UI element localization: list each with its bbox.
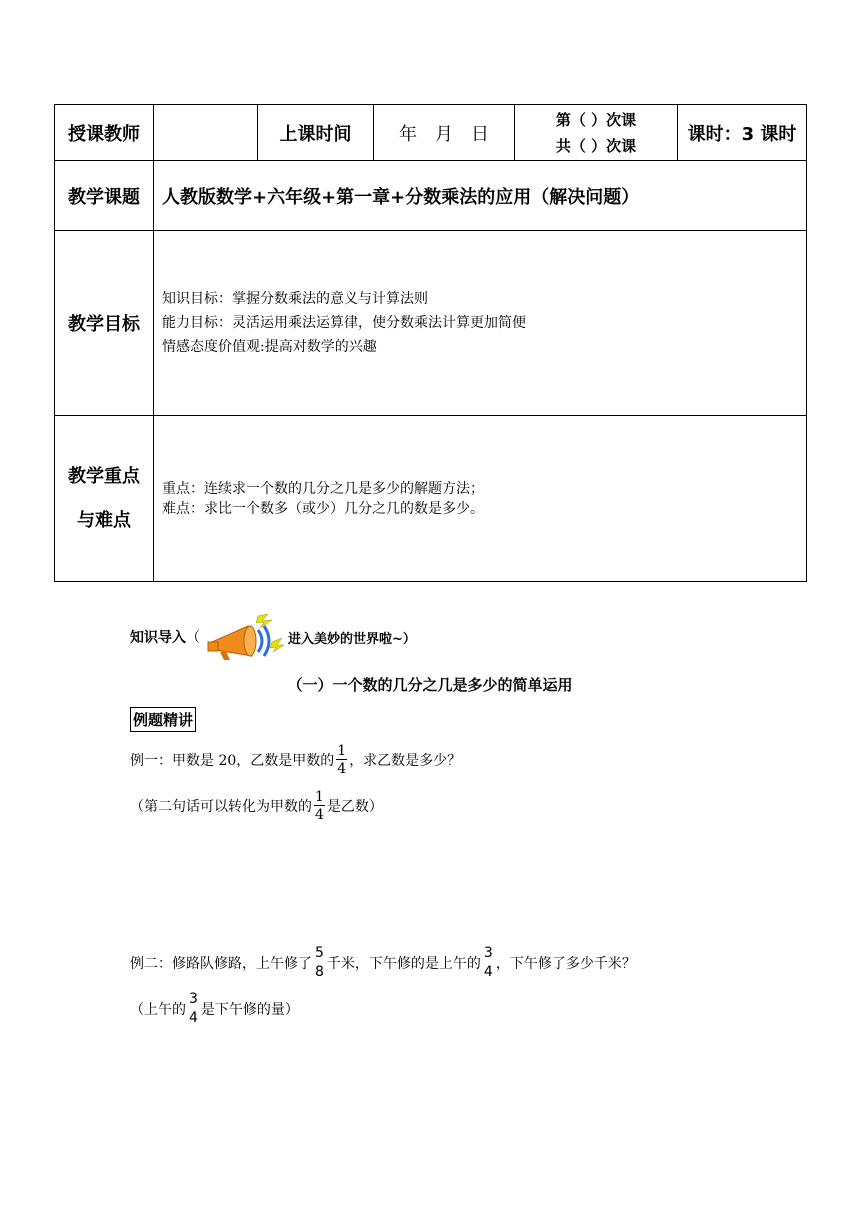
intro-open-paren: （ <box>186 630 200 646</box>
fraction-three-quarters <box>188 992 199 1025</box>
teacher-label: 授课教师 <box>55 105 154 161</box>
example-one-note-text-a: （第二句话可以转化为甲数的 <box>130 799 312 815</box>
example-one-text-b: ，求乙数是多少？ <box>349 753 462 769</box>
example-heading: 例题精讲 <box>130 707 196 732</box>
example-one <box>130 744 461 776</box>
fraction-three-quarters <box>483 946 494 979</box>
fraction-five-eighths <box>314 946 325 979</box>
lesson-plan-table <box>54 104 807 582</box>
lesson-total: 共（ ）次课 <box>555 136 637 155</box>
key-points-row <box>55 416 807 582</box>
goals-list <box>154 231 807 416</box>
megaphone-icon <box>202 612 286 662</box>
section-title: （一）一个数的几分之几是多少的简单运用 <box>287 676 573 694</box>
key-points-label-line2: 与难点 <box>77 509 131 531</box>
example-two-note-text-b: 是下午修的量） <box>200 1001 299 1018</box>
example-one-text-a: 例一：甲数是 20，乙数是甲数的 <box>130 753 335 769</box>
fraction-numerator: 1 <box>337 743 347 759</box>
key-point-item: 重点：连续求一个数的几分之几是多少的解题方法； <box>162 480 484 497</box>
fraction-denominator: 4 <box>315 807 324 823</box>
example-two-note-text-a: （上午的 <box>130 1001 186 1018</box>
lesson-number: 第（ ）次课 <box>555 110 637 129</box>
example-one-note-text-b: 是乙数） <box>326 799 383 815</box>
fraction-numerator: 5 <box>315 945 324 961</box>
key-points-list <box>154 416 807 582</box>
key-points-label-line1: 教学重点 <box>68 465 140 487</box>
knowledge-intro <box>130 612 416 662</box>
example-two <box>130 946 636 979</box>
date-value: 年 月 日 <box>374 105 515 161</box>
goal-item: 能力目标：灵活运用乘法运算律，使分数乘法计算更加简便 <box>162 315 526 331</box>
topic-value: 人教版数学+六年级+第一章+分数乘法的应用（解决问题） <box>154 161 807 231</box>
fraction-numerator: 3 <box>483 945 493 961</box>
header-row <box>55 105 807 161</box>
fraction-denominator: 8 <box>315 964 324 980</box>
example-two-text-c: ，下午修了多少千米？ <box>495 955 636 972</box>
goals-row <box>55 231 807 416</box>
topic-row <box>55 161 807 231</box>
intro-hint: 进入美妙的世界啦~） <box>288 631 416 647</box>
key-points-label <box>55 416 154 582</box>
goal-item: 知识目标：掌握分数乘法的意义与计算法则 <box>162 291 428 307</box>
fraction-one-quarter <box>314 790 325 822</box>
goals-label: 教学目标 <box>55 231 154 416</box>
intro-label: 知识导入 <box>130 630 186 646</box>
example-two-text-b: 千米，下午修的是上午的 <box>326 955 481 972</box>
time-label: 上课时间 <box>258 105 374 161</box>
example-two-note <box>130 992 299 1025</box>
fraction-numerator: 1 <box>315 789 324 805</box>
teacher-value <box>154 105 258 161</box>
fraction-denominator: 4 <box>483 964 493 980</box>
topic-label: 教学课题 <box>55 161 154 231</box>
fraction-denominator: 4 <box>189 1010 198 1026</box>
lesson-count-cell <box>515 105 678 161</box>
fraction-numerator: 3 <box>189 991 198 1007</box>
example-two-text-a: 例二：修路队修路，上午修了 <box>130 955 312 972</box>
goal-item: 情感态度价值观:提高对数学的兴趣 <box>162 339 377 355</box>
fraction-one-quarter <box>336 744 347 776</box>
fraction-denominator: 4 <box>337 761 347 777</box>
example-one-note <box>130 790 383 822</box>
key-point-item: 难点：求比一个数多（或少）几分之几的数是多少。 <box>162 500 484 517</box>
lesson-hours: 课时：3 课时 <box>678 105 807 161</box>
